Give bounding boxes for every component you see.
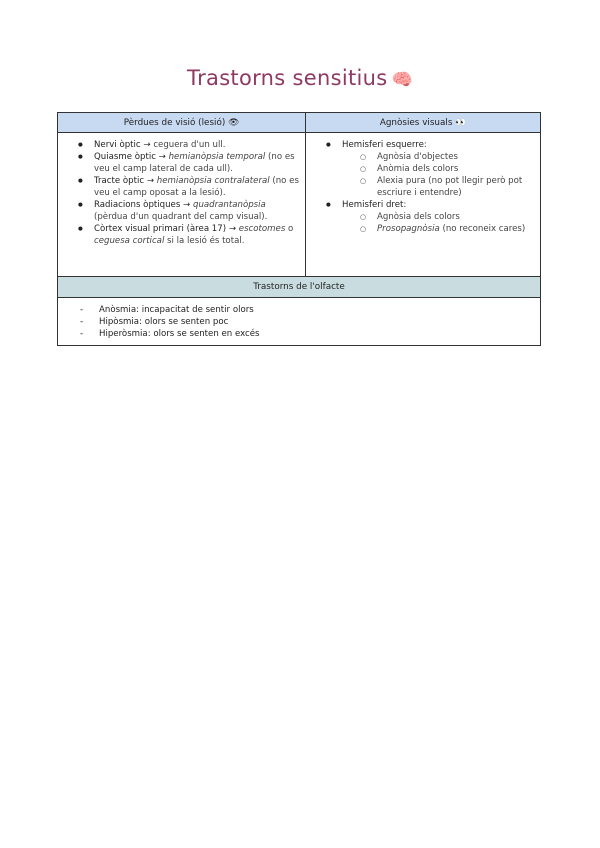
sub-list-item: ○ Agnòsia dels colors [377, 211, 534, 223]
list-item: ● Hemisferi esquerre: ○ Agnòsia d'objectes ○ Anòmia dels colors ○ Alexia pura (no pot llegir però pot escriure i entendre) [342, 139, 534, 199]
sub-list [342, 151, 534, 199]
list-item: ● Radiacions òptiques → quadrantanòpsia (pèrdua d'un quadrant del camp visual). [94, 199, 299, 223]
list-item: - Hipòsmia: olors se senten poc [99, 316, 540, 328]
olfactory-list [58, 298, 540, 345]
agnosia-list [306, 139, 534, 235]
vision-loss-cell [58, 133, 306, 277]
header-vision-loss: Pèrdues de visió (lesió) 👁 [58, 113, 306, 133]
list-item: ● Nervi òptic → ceguera d'un ull. [94, 139, 299, 151]
list-item: ● Tracte òptic → hemianòpsia contralateral (no es veu el camp oposat a la lesió). [94, 175, 299, 199]
sub-list [342, 211, 534, 235]
list-item: ● Còrtex visual primari (àrea 17) → escotomes o ceguesa cortical si la lesió és total. [94, 223, 299, 247]
header-olfactory: Trastorns de l'olfacte [58, 277, 541, 298]
sub-list-item: ○ Alexia pura (no pot llegir però pot escriure i entendre) [377, 175, 534, 199]
list-item: - Hiperòsmia: olors se senten en excés [99, 328, 540, 340]
sub-list-item: ○ Agnòsia d'objectes [377, 151, 534, 163]
title-text: Trastorns sensitius [187, 66, 388, 90]
sub-list-item: ○ Prosopagnòsia (no reconeix cares) [377, 223, 534, 235]
brain-icon: 🧠 [391, 70, 413, 90]
list-item: ● Quiasme òptic → hemianòpsia temporal (no es veu el camp lateral de cada ull). [94, 151, 299, 175]
page-title [0, 66, 600, 90]
header-visual-agnosia: Agnòsies visuals 👀 [306, 113, 541, 133]
sub-list-item: ○ Anòmia dels colors [377, 163, 534, 175]
sensory-disorders-table [57, 112, 541, 346]
list-item: - Anòsmia: incapacitat de sentir olors [99, 304, 540, 316]
visual-agnosia-cell [306, 133, 541, 277]
list-item: ● Hemisferi dret: ○ Agnòsia dels colors ○ Prosopagnòsia (no reconeix cares) [342, 199, 534, 235]
vision-loss-list [58, 139, 299, 247]
olfactory-cell [58, 298, 541, 346]
